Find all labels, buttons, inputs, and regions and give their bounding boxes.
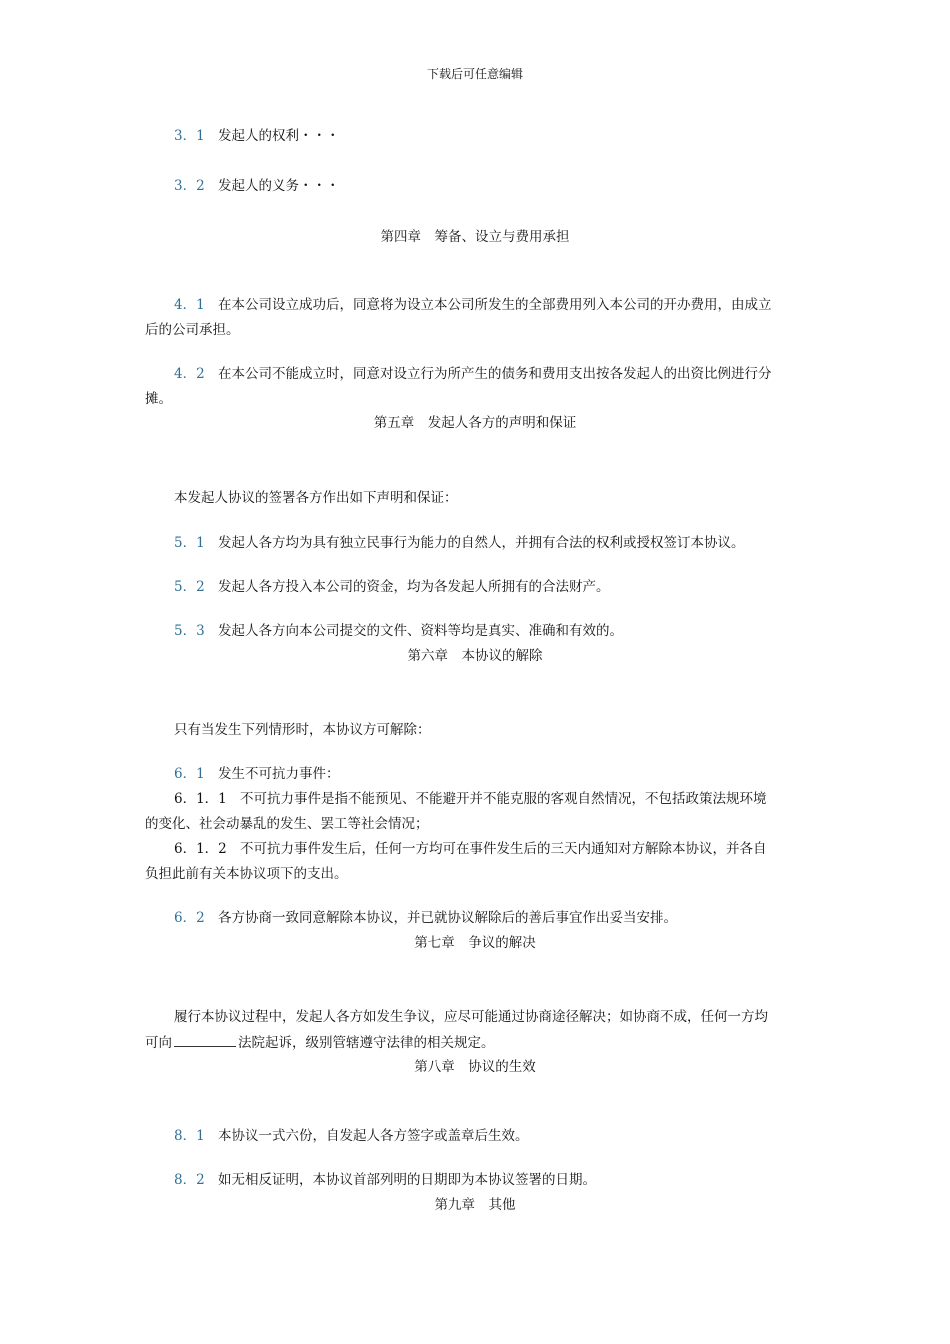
clause-text: 各方协商一致同意解除本协议，并已就协议解除后的善后事宜作出妥当安排。	[218, 910, 677, 926]
clause-5-2	[174, 577, 610, 597]
clause-text: 在本公司设立成功后，同意将为设立本公司所发生的全部费用列入本公司的开办费用，由成立	[218, 297, 772, 313]
chapter-6-title: 第六章 本协议的解除	[407, 648, 543, 664]
clause-4-2-continued: 摊。	[145, 391, 172, 407]
clause-text: 本协议一式六份，自发起人各方签字或盖章后生效。	[218, 1128, 529, 1144]
clause-6-1-2-continued: 负担此前有关本协议项下的支出。	[145, 866, 348, 882]
fill-in-blank	[174, 1032, 236, 1047]
clause-3-2	[174, 176, 340, 196]
clause-text: 发生不可抗力事件：	[218, 766, 340, 782]
text-after-blank: 法院起诉，级别管辖遵守法律的相关规定。	[238, 1035, 495, 1051]
clause-text: 不可抗力事件发生后，任何一方均可在事件发生后的三天内通知对方解除本协议，并各自	[240, 841, 767, 857]
clause-text: 如无相反证明，本协议首部列明的日期即为本协议签署的日期。	[218, 1172, 596, 1188]
clause-number: 5．3	[174, 623, 205, 639]
chapter-8-title: 第八章 协议的生效	[414, 1059, 536, 1075]
header-note: 下载后可任意编辑	[426, 67, 523, 81]
clause-number: 6．1．1	[174, 791, 227, 807]
clause-number: 5．1	[174, 535, 205, 551]
chapter-9-title: 第九章 其他	[434, 1197, 516, 1213]
clause-6-2	[174, 908, 677, 928]
clause-number: 6．1	[174, 766, 205, 782]
clause-text: 发起人各方均为具有独立民事行为能力的自然人，并拥有合法的权利或授权签订本协议。	[218, 535, 745, 551]
clause-number: 8．1	[174, 1128, 205, 1144]
chapter-7-title: 第七章 争议的解决	[414, 935, 536, 951]
clause-number: 3．1	[174, 128, 205, 144]
chapter-5-intro: 本发起人协议的签署各方作出如下声明和保证：	[174, 490, 458, 506]
clause-6-1-2	[174, 839, 767, 859]
clause-number: 5．2	[174, 579, 205, 595]
clause-3-1	[174, 126, 340, 146]
clause-6-1-1-continued: 的变化、社会动暴乱的发生、罢工等社会情况；	[145, 816, 429, 832]
clause-5-1	[174, 533, 745, 553]
clause-text: 在本公司不能成立时，同意对设立行为所产生的债务和费用支出按各发起人的出资比例进行分	[218, 366, 772, 382]
clause-number: 6．1．2	[174, 841, 227, 857]
clause-6-1	[174, 764, 340, 784]
chapter-4-title: 第四章 筹备、设立与费用承担	[380, 229, 570, 245]
clause-text: 发起人各方向本公司提交的文件、资料等均是真实、准确和有效的。	[218, 623, 623, 639]
chapter-7-paragraph-line-2	[145, 1032, 495, 1053]
clause-5-3	[174, 621, 623, 641]
clause-text: 不可抗力事件是指不能预见、不能避开并不能克服的客观自然情况，不包括政策法规环境	[240, 791, 767, 807]
clause-number: 6．2	[174, 910, 205, 926]
clause-number: 3．2	[174, 178, 205, 194]
chapter-6-intro: 只有当发生下列情形时，本协议方可解除：	[174, 722, 431, 738]
clause-number: 8．2	[174, 1172, 205, 1188]
clause-text: 发起人的权利・・・	[218, 128, 340, 144]
clause-number: 4．1	[174, 297, 205, 313]
clause-4-1-continued: 后的公司承担。	[145, 322, 240, 338]
chapter-7-paragraph-line-1: 履行本协议过程中，发起人各方如发生争议，应尽可能通过协商途径解决；如协商不成，任何一方均	[174, 1009, 768, 1025]
clause-6-1-1	[174, 789, 767, 809]
clause-8-2	[174, 1170, 596, 1190]
clause-number: 4．2	[174, 366, 205, 382]
clause-8-1	[174, 1126, 529, 1146]
clause-4-2	[174, 364, 772, 384]
chapter-5-title: 第五章 发起人各方的声明和保证	[373, 415, 577, 431]
text-before-blank: 可向	[145, 1035, 172, 1051]
clause-4-1	[174, 295, 772, 315]
clause-text: 发起人的义务・・・	[218, 178, 340, 194]
clause-text: 发起人各方投入本公司的资金，均为各发起人所拥有的合法财产。	[218, 579, 610, 595]
